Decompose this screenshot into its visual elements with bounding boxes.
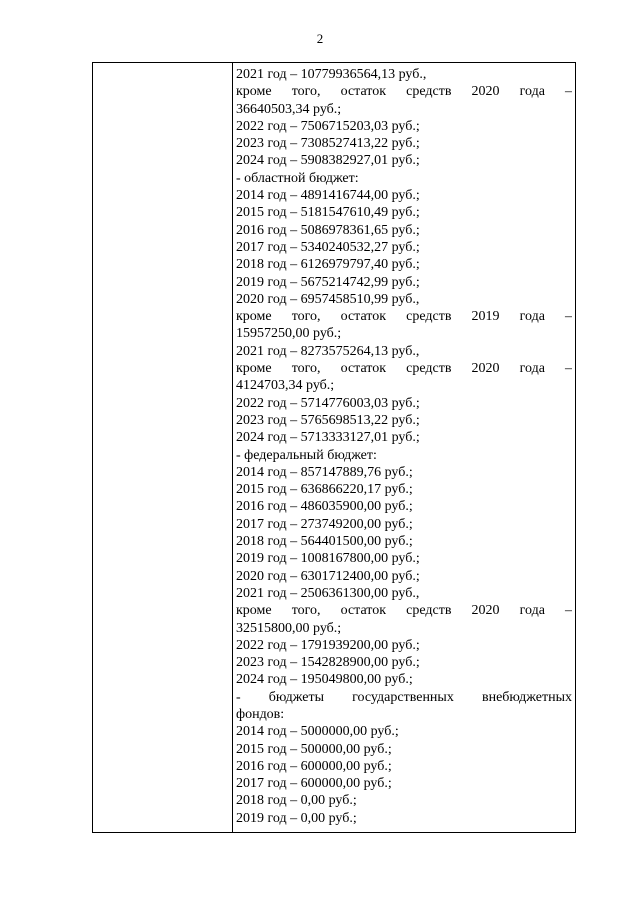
funding-line: 2021 год – 10779936564,13 руб., <box>236 67 427 82</box>
funding-line: 2014 год – 857147889,76 руб.; <box>236 464 413 480</box>
funding-line: 2024 год – 195049800,00 руб.; <box>236 672 413 688</box>
funding-line: 2015 год – 636866220,17 руб.; <box>236 482 413 498</box>
funding-line: 2016 год – 486035900,00 руб.; <box>236 499 413 515</box>
funding-line: - областной бюджет: <box>236 170 359 186</box>
funding-line: кроме того, остаток средств 2020 года – <box>236 84 572 100</box>
funding-line: 2024 год – 5908382927,01 руб.; <box>236 153 420 169</box>
funding-line: 2016 год – 600000,00 руб.; <box>236 758 392 774</box>
funding-line: 2014 год – 4891416744,00 руб.; <box>236 188 420 204</box>
funding-line: 2022 год – 7506715203,03 руб.; <box>236 118 420 134</box>
funding-line: 2017 год – 600000,00 руб.; <box>236 776 392 792</box>
funding-line: 2015 год – 5181547610,49 руб.; <box>236 205 420 221</box>
page-number: 2 <box>316 31 324 46</box>
funding-line: 4124703,34 руб.; <box>236 378 335 394</box>
funding-line: 2022 год – 5714776003,03 руб.; <box>236 395 420 411</box>
funding-line: кроме того, остаток средств 2019 года – <box>236 309 572 325</box>
funding-line: 2020 год – 6957458510,99 руб., <box>236 291 420 307</box>
funding-line: - бюджеты государственных внебюджетных <box>236 689 572 705</box>
funding-line: 2023 год – 5765698513,22 руб.; <box>236 412 420 428</box>
funding-line: 2019 год – 5675214742,99 руб.; <box>236 274 420 290</box>
funding-line: 2014 год – 5000000,00 руб.; <box>236 724 399 740</box>
funding-line: кроме того, остаток средств 2020 года – <box>236 603 572 619</box>
funding-line: 2020 год – 6301712400,00 руб.; <box>236 568 420 584</box>
funding-line: 2018 год – 564401500,00 руб.; <box>236 534 413 550</box>
funding-line: 15957250,00 руб.; <box>236 326 342 342</box>
funding-line: 2019 год – 0,00 руб.; <box>236 810 357 826</box>
funding-line: 2022 год – 1791939200,00 руб.; <box>236 637 420 653</box>
funding-line: 2021 год – 2506361300,00 руб., <box>236 585 420 601</box>
funding-line: 2023 год – 1542828900,00 руб.; <box>236 655 420 671</box>
table-right-cell <box>236 66 572 827</box>
funding-line: 32515800,00 руб.; <box>236 620 342 636</box>
funding-line: фондов: <box>236 706 285 722</box>
funding-line: 2017 год – 273749200,00 руб.; <box>236 516 413 532</box>
table-left-cell <box>93 63 232 832</box>
funding-line: 2021 год – 8273575264,13 руб., <box>236 343 420 359</box>
funding-line: 2024 год – 5713333127,01 руб.; <box>236 430 420 446</box>
funding-line: 2015 год – 500000,00 руб.; <box>236 741 392 757</box>
column-divider <box>232 63 233 832</box>
funding-table <box>92 62 576 833</box>
funding-line: 2017 год – 5340240532,27 руб.; <box>236 239 420 255</box>
funding-line: 2016 год – 5086978361,65 руб.; <box>236 222 420 238</box>
funding-line: - федеральный бюджет: <box>236 447 377 463</box>
funding-line: 2023 год – 7308527413,22 руб.; <box>236 136 420 152</box>
funding-line: кроме того, остаток средств 2020 года – <box>236 361 572 377</box>
funding-line: 2018 год – 0,00 руб.; <box>236 793 357 809</box>
funding-line: 2019 год – 1008167800,00 руб.; <box>236 551 420 567</box>
funding-line: 2018 год – 6126979797,40 руб.; <box>236 257 420 273</box>
funding-line: 36640503,34 руб.; <box>236 101 342 117</box>
